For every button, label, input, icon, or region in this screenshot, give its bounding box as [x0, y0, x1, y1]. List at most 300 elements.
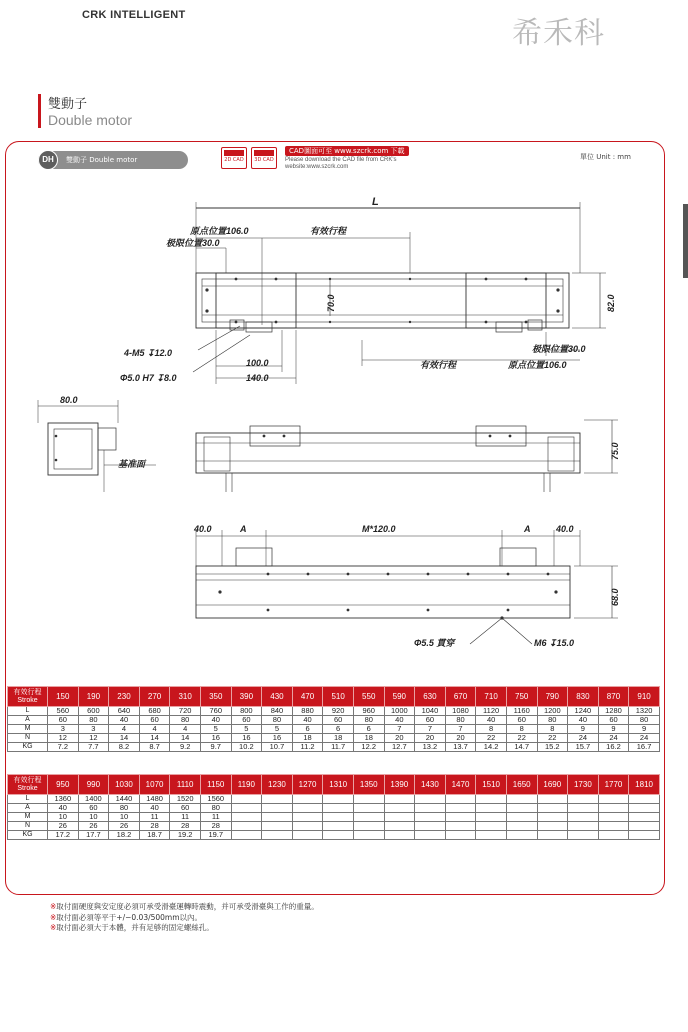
table-cell: 11.7 — [323, 743, 354, 752]
table-cell: 28 — [200, 822, 231, 831]
table-cell: 10.7 — [262, 743, 293, 752]
table-cell: 60 — [598, 716, 629, 725]
stroke-value: 230 — [109, 687, 140, 707]
top-view-body — [196, 273, 569, 328]
table-cell: 13.7 — [445, 743, 476, 752]
table-cell — [598, 831, 629, 840]
dim-pitch: M*120.0 — [362, 524, 396, 534]
table-cell: 60 — [506, 716, 537, 725]
row-label: A — [8, 716, 48, 725]
table-cell — [629, 822, 660, 831]
table-cell: 10 — [109, 813, 140, 822]
table-cell: 26 — [78, 822, 109, 831]
table-cell: 11 — [170, 813, 201, 822]
table-cell — [231, 822, 262, 831]
cad-download-link[interactable]: CAD圖面可至 www.szcrk.com 下載 — [285, 146, 409, 156]
table-cell: 80 — [78, 716, 109, 725]
table-cell: 40 — [476, 716, 507, 725]
table-row — [8, 804, 660, 813]
table-cell: 10 — [78, 813, 109, 822]
table-cell: 17.2 — [48, 831, 79, 840]
table-cell: 960 — [353, 707, 384, 716]
table-cell — [445, 813, 476, 822]
table-cell: 12.2 — [353, 743, 384, 752]
table-cell: 24 — [568, 734, 599, 743]
dim-40-right: 40.0 — [556, 524, 574, 534]
mounting-holes — [55, 278, 560, 620]
dim-m5: 4-M5 ↧12.0 — [124, 348, 173, 358]
stroke-header-en: Stroke — [17, 696, 38, 704]
stroke-header-cn: 有效行程 — [13, 688, 42, 696]
table-cell: 840 — [262, 707, 293, 716]
table-cell: 17.7 — [78, 831, 109, 840]
table-cell: 8 — [506, 725, 537, 734]
table-cell: 1240 — [568, 707, 599, 716]
table-cell — [262, 831, 293, 840]
table-cell: 22 — [537, 734, 568, 743]
section-title-en: Double motor — [48, 112, 133, 128]
dim-68: 68.0 — [610, 588, 620, 606]
table-cell — [568, 804, 599, 813]
table-cell — [476, 804, 507, 813]
table-cell: 1560 — [200, 795, 231, 804]
side-view-body — [48, 423, 98, 475]
table-cell: 1360 — [48, 795, 79, 804]
table-cell: 9.2 — [170, 743, 201, 752]
table-cell: 80 — [262, 716, 293, 725]
table-cell: 18.2 — [109, 831, 140, 840]
table-row — [8, 795, 660, 804]
stroke-value: 830 — [568, 687, 599, 707]
dim-limit-top: 极限位置30.0 — [166, 238, 220, 248]
table-cell: 6 — [353, 725, 384, 734]
table-cell — [323, 822, 354, 831]
table-cell: 60 — [323, 716, 354, 725]
table-cell: 7.7 — [78, 743, 109, 752]
table-cell: 80 — [353, 716, 384, 725]
table-row — [8, 831, 660, 840]
dim-origin-top: 原点位置106.0 — [190, 226, 249, 236]
table-cell — [506, 822, 537, 831]
stroke-value: 550 — [353, 687, 384, 707]
stroke-value: 1310 — [323, 775, 354, 795]
table-cell — [629, 813, 660, 822]
stroke-header — [8, 687, 48, 707]
table-cell: 28 — [170, 822, 201, 831]
table-cell: 4 — [109, 725, 140, 734]
row-label: KG — [8, 743, 48, 752]
table-cell: 18.7 — [139, 831, 170, 840]
stroke-value: 1270 — [292, 775, 323, 795]
dim-40-left: 40.0 — [194, 524, 212, 534]
table-cell: 6 — [323, 725, 354, 734]
table-cell: 7.2 — [48, 743, 79, 752]
dim-100: 100.0 — [246, 358, 269, 368]
row-label: N — [8, 734, 48, 743]
table-cell — [262, 822, 293, 831]
table-cell: 40 — [48, 804, 79, 813]
table-cell: 14.7 — [506, 743, 537, 752]
table-cell — [262, 813, 293, 822]
dim-L: L — [372, 196, 379, 208]
table-cell: 9 — [598, 725, 629, 734]
stroke-value: 910 — [629, 687, 660, 707]
row-label: L — [8, 795, 48, 804]
stroke-value: 1510 — [476, 775, 507, 795]
table-cell — [384, 795, 415, 804]
stroke-value: 710 — [476, 687, 507, 707]
table-cell: 40 — [568, 716, 599, 725]
table-cell — [537, 831, 568, 840]
table-cell: 11 — [139, 813, 170, 822]
table-cell: 22 — [506, 734, 537, 743]
table-cell: 20 — [384, 734, 415, 743]
stroke-value: 1730 — [568, 775, 599, 795]
row-label: KG — [8, 831, 48, 840]
cad-3d-label: 3D CAD — [254, 157, 274, 163]
table-cell — [231, 813, 262, 822]
datum-label: 基准面 — [118, 459, 146, 469]
stroke-value: 870 — [598, 687, 629, 707]
table-cell: 5 — [200, 725, 231, 734]
cad-note-line2: website:www.szcrk.com — [285, 164, 349, 170]
table-cell — [568, 831, 599, 840]
dim-A-right: A — [524, 524, 531, 534]
table-cell — [292, 804, 323, 813]
table-cell — [415, 831, 446, 840]
table-cell: 1320 — [629, 707, 660, 716]
table-cell: 28 — [139, 822, 170, 831]
table-cell — [384, 804, 415, 813]
table-cell: 5 — [262, 725, 293, 734]
dim-pin: Φ5.0 H7 ↧8.0 — [120, 373, 177, 383]
table-cell: 40 — [292, 716, 323, 725]
row-label: A — [8, 804, 48, 813]
table-cell: 640 — [109, 707, 140, 716]
table-cell: 80 — [537, 716, 568, 725]
table-cell: 60 — [415, 716, 446, 725]
table-row — [8, 822, 660, 831]
stroke-value: 1650 — [506, 775, 537, 795]
table-cell — [262, 804, 293, 813]
stroke-value: 1810 — [629, 775, 660, 795]
table-cell — [537, 813, 568, 822]
table-cell: 1200 — [537, 707, 568, 716]
table-cell: 3 — [48, 725, 79, 734]
table-cell — [629, 804, 660, 813]
table-cell: 20 — [415, 734, 446, 743]
table-cell: 14 — [109, 734, 140, 743]
table-cell: 800 — [231, 707, 262, 716]
model-label: 雙動子 Double motor — [66, 156, 138, 164]
table-cell: 60 — [139, 716, 170, 725]
dim-origin-bottom: 原点位置106.0 — [508, 360, 567, 370]
row-label: L — [8, 707, 48, 716]
table-cell — [476, 795, 507, 804]
stroke-header — [8, 775, 48, 795]
dim-effective-stroke-bottom: 有效行程 — [420, 360, 457, 370]
table-cell — [445, 822, 476, 831]
stroke-header-en: Stroke — [17, 784, 38, 792]
row-label: N — [8, 822, 48, 831]
dim-A-left: A — [240, 524, 247, 534]
table-cell — [292, 813, 323, 822]
row-label: M — [8, 725, 48, 734]
table-cell: 16.7 — [629, 743, 660, 752]
table-cell — [353, 831, 384, 840]
table-cell — [629, 831, 660, 840]
note-line — [50, 913, 319, 924]
note-line — [50, 923, 319, 934]
table-cell: 1440 — [109, 795, 140, 804]
table-cell: 15.7 — [568, 743, 599, 752]
note-text: 取付面必須等平于+/−0.03/500mm以內。 — [56, 912, 203, 922]
note-mark: ※ — [50, 902, 57, 911]
model-badge: DH — [38, 150, 58, 170]
table-cell — [415, 813, 446, 822]
note-line — [50, 902, 319, 913]
stroke-value: 990 — [78, 775, 109, 795]
table-cell — [506, 831, 537, 840]
stroke-value: 510 — [323, 687, 354, 707]
table-cell — [506, 804, 537, 813]
table-cell: 80 — [109, 804, 140, 813]
table-cell — [292, 795, 323, 804]
table-cell — [353, 795, 384, 804]
table-cell: 1000 — [384, 707, 415, 716]
table-cell: 14 — [170, 734, 201, 743]
table-cell: 60 — [48, 716, 79, 725]
stroke-value: 270 — [139, 687, 170, 707]
table-cell: 9 — [629, 725, 660, 734]
spec-table-1 — [7, 686, 660, 752]
stroke-value: 190 — [78, 687, 109, 707]
table-cell: 19.2 — [170, 831, 201, 840]
table-cell: 680 — [139, 707, 170, 716]
table-cell: 1280 — [598, 707, 629, 716]
stroke-value: 630 — [415, 687, 446, 707]
stroke-value: 1770 — [598, 775, 629, 795]
table-cell: 8.2 — [109, 743, 140, 752]
table-cell: 7 — [445, 725, 476, 734]
stroke-value: 950 — [48, 775, 79, 795]
stroke-value: 1070 — [139, 775, 170, 795]
table-cell — [445, 831, 476, 840]
stroke-value: 790 — [537, 687, 568, 707]
table-cell: 14 — [139, 734, 170, 743]
table-cell — [323, 804, 354, 813]
table-cell: 60 — [231, 716, 262, 725]
stroke-header-cn: 有效行程 — [13, 776, 42, 784]
dim-m6: M6 ↧15.0 — [534, 638, 575, 648]
table-cell: 80 — [629, 716, 660, 725]
table-cell — [506, 813, 537, 822]
table-cell: 4 — [139, 725, 170, 734]
cad-2d-label: 2D CAD — [224, 157, 244, 163]
table-cell: 40 — [139, 804, 170, 813]
table-cell: 11 — [200, 813, 231, 822]
table-cell: 1040 — [415, 707, 446, 716]
table-cell — [598, 822, 629, 831]
table-cell: 16 — [262, 734, 293, 743]
table-cell — [384, 831, 415, 840]
table-cell: 5 — [231, 725, 262, 734]
table-cell: 600 — [78, 707, 109, 716]
table-cell: 9.7 — [200, 743, 231, 752]
table-cell: 3 — [78, 725, 109, 734]
table-cell: 22 — [476, 734, 507, 743]
row-label: M — [8, 813, 48, 822]
dim-80: 80.0 — [60, 395, 78, 405]
cad-note-line1: Please download the CAD file from CRK's — [285, 157, 397, 163]
table-cell: 12.7 — [384, 743, 415, 752]
spec-table-2 — [7, 774, 660, 840]
table-cell — [598, 795, 629, 804]
table-cell: 16 — [200, 734, 231, 743]
section-title-cn: 雙動子 — [48, 97, 88, 112]
table-cell — [231, 795, 262, 804]
table-cell: 13.2 — [415, 743, 446, 752]
table-cell: 9 — [568, 725, 599, 734]
dim-limit-bottom: 极限位置30.0 — [532, 344, 586, 354]
stroke-value: 1230 — [262, 775, 293, 795]
table-cell: 19.7 — [200, 831, 231, 840]
table-cell: 80 — [445, 716, 476, 725]
dim-effective-stroke-top: 有效行程 — [310, 226, 347, 236]
table-cell — [292, 822, 323, 831]
table-cell — [537, 795, 568, 804]
table-cell: 8.7 — [139, 743, 170, 752]
table-cell: 880 — [292, 707, 323, 716]
table-cell: 1480 — [139, 795, 170, 804]
stroke-value: 350 — [200, 687, 231, 707]
dim-through-hole: Φ5.5 貫穿 — [414, 638, 455, 648]
table-cell — [445, 795, 476, 804]
table-cell — [568, 813, 599, 822]
dim-70: 70.0 — [326, 294, 336, 312]
table-cell: 10 — [48, 813, 79, 822]
stroke-value: 470 — [292, 687, 323, 707]
table-cell: 1520 — [170, 795, 201, 804]
stroke-value: 310 — [170, 687, 201, 707]
table-cell — [353, 822, 384, 831]
table-cell — [292, 831, 323, 840]
table-cell: 11.2 — [292, 743, 323, 752]
table-cell: 18 — [353, 734, 384, 743]
dim-140: 140.0 — [246, 373, 269, 383]
table-cell: 8 — [476, 725, 507, 734]
table-cell: 7 — [415, 725, 446, 734]
table-cell: 16.2 — [598, 743, 629, 752]
table-cell: 15.2 — [537, 743, 568, 752]
table-cell: 60 — [170, 804, 201, 813]
table-cell: 80 — [170, 716, 201, 725]
stroke-value: 430 — [262, 687, 293, 707]
stroke-value: 590 — [384, 687, 415, 707]
table-cell: 1160 — [506, 707, 537, 716]
table-cell — [323, 813, 354, 822]
top-view-slider-left — [216, 273, 296, 328]
stroke-value: 1470 — [445, 775, 476, 795]
stroke-value: 1190 — [231, 775, 262, 795]
table-row — [8, 813, 660, 822]
table-cell: 40 — [109, 716, 140, 725]
table-cell: 6 — [292, 725, 323, 734]
table-cell: 1400 — [78, 795, 109, 804]
notes — [50, 902, 319, 934]
table-cell — [262, 795, 293, 804]
table-cell — [353, 813, 384, 822]
note-mark: ※ — [50, 923, 57, 932]
table-cell: 10.2 — [231, 743, 262, 752]
table-cell: 14.2 — [476, 743, 507, 752]
note-mark: ※ — [50, 912, 57, 922]
table-cell: 760 — [200, 707, 231, 716]
table-cell: 1080 — [445, 707, 476, 716]
table-cell — [537, 822, 568, 831]
stroke-value: 750 — [506, 687, 537, 707]
table-cell — [598, 813, 629, 822]
table-cell — [476, 822, 507, 831]
table-cell: 40 — [200, 716, 231, 725]
table-row — [8, 743, 660, 752]
table-cell — [231, 831, 262, 840]
table-cell: 26 — [109, 822, 140, 831]
table-cell — [353, 804, 384, 813]
table-cell — [445, 804, 476, 813]
front-view-body — [196, 433, 580, 473]
table-cell: 16 — [231, 734, 262, 743]
stroke-value: 1110 — [170, 775, 201, 795]
table-cell: 920 — [323, 707, 354, 716]
table-cell: 20 — [445, 734, 476, 743]
table-cell — [568, 822, 599, 831]
table-cell: 7 — [384, 725, 415, 734]
stroke-value: 150 — [48, 687, 79, 707]
table-cell — [384, 822, 415, 831]
stroke-value: 670 — [445, 687, 476, 707]
table-cell: 26 — [48, 822, 79, 831]
table-cell: 24 — [598, 734, 629, 743]
table-cell — [537, 804, 568, 813]
stroke-value: 1150 — [200, 775, 231, 795]
stroke-value: 1390 — [384, 775, 415, 795]
table-cell: 560 — [48, 707, 79, 716]
brand-logo: 希禾科 — [512, 16, 605, 51]
note-text: 取付面硬度與安定度必須可承受滑臺運轉時震動，并可承受滑臺與工作的重量。 — [56, 902, 319, 911]
table-cell — [323, 795, 354, 804]
table-cell — [323, 831, 354, 840]
table-cell: 18 — [323, 734, 354, 743]
table-cell — [568, 795, 599, 804]
table-cell: 12 — [78, 734, 109, 743]
brand-name: CRK INTELLIGENT — [82, 9, 186, 21]
table-cell: 720 — [170, 707, 201, 716]
table-row — [8, 716, 660, 725]
table-cell: 24 — [629, 734, 660, 743]
table-cell: 12 — [48, 734, 79, 743]
table-cell: 4 — [170, 725, 201, 734]
dim-75: 75.0 — [610, 442, 620, 460]
table-cell — [384, 813, 415, 822]
stroke-value: 1430 — [415, 775, 446, 795]
stroke-value: 390 — [231, 687, 262, 707]
table-cell: 40 — [384, 716, 415, 725]
table-cell: 60 — [78, 804, 109, 813]
table-cell — [476, 813, 507, 822]
table-cell — [476, 831, 507, 840]
stroke-value: 1350 — [353, 775, 384, 795]
